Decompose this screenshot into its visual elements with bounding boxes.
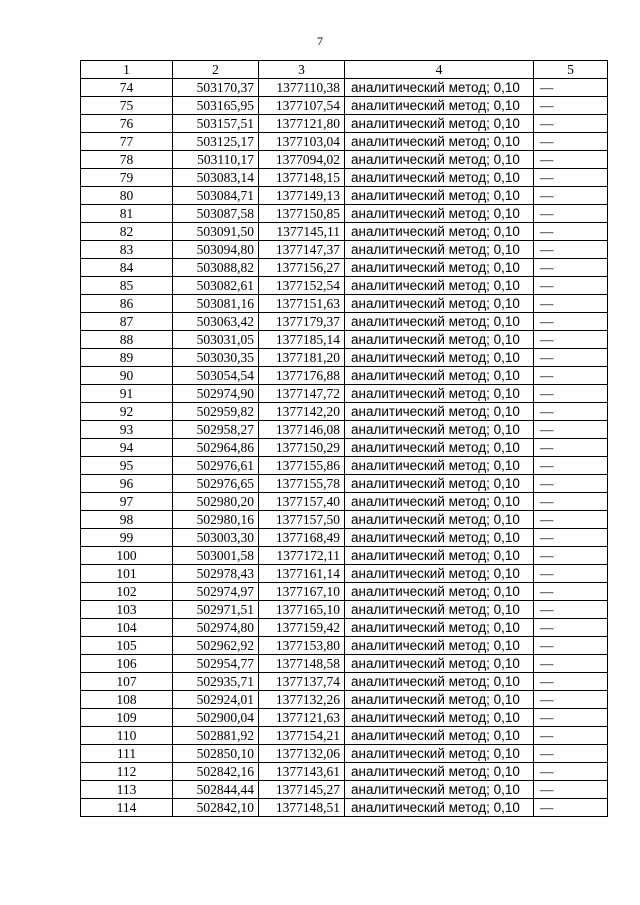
- x-coordinate-cell: 502974,80: [173, 619, 259, 637]
- point-number-cell: 95: [81, 457, 173, 475]
- method-accuracy-cell: аналитический метод; 0,10: [345, 151, 534, 169]
- y-coordinate-cell: 1377155,86: [259, 457, 345, 475]
- x-coordinate-cell: 503084,71: [173, 187, 259, 205]
- point-number-cell: 75: [81, 97, 173, 115]
- x-coordinate-cell: 502959,82: [173, 403, 259, 421]
- y-coordinate-cell: 1377179,37: [259, 313, 345, 331]
- y-coordinate-cell: 1377145,11: [259, 223, 345, 241]
- note-cell: —: [534, 637, 608, 655]
- y-coordinate-cell: 1377157,50: [259, 511, 345, 529]
- table-row: [81, 385, 608, 403]
- y-coordinate-cell: 1377176,88: [259, 367, 345, 385]
- point-number-cell: 84: [81, 259, 173, 277]
- note-cell: —: [534, 403, 608, 421]
- note-cell: —: [534, 169, 608, 187]
- note-cell: —: [534, 511, 608, 529]
- point-number-cell: 93: [81, 421, 173, 439]
- note-cell: —: [534, 727, 608, 745]
- method-accuracy-cell: аналитический метод; 0,10: [345, 295, 534, 313]
- point-number-cell: 113: [81, 781, 173, 799]
- x-coordinate-cell: 502844,44: [173, 781, 259, 799]
- table-row: [81, 421, 608, 439]
- point-number-cell: 102: [81, 583, 173, 601]
- point-number-cell: 88: [81, 331, 173, 349]
- method-accuracy-cell: аналитический метод; 0,10: [345, 691, 534, 709]
- method-accuracy-cell: аналитический метод; 0,10: [345, 457, 534, 475]
- note-cell: —: [534, 565, 608, 583]
- y-coordinate-cell: 1377121,80: [259, 115, 345, 133]
- note-cell: —: [534, 529, 608, 547]
- table-row: [81, 637, 608, 655]
- note-cell: —: [534, 799, 608, 817]
- method-accuracy-cell: аналитический метод; 0,10: [345, 547, 534, 565]
- method-accuracy-cell: аналитический метод; 0,10: [345, 403, 534, 421]
- table-row: [81, 745, 608, 763]
- y-coordinate-cell: 1377094,02: [259, 151, 345, 169]
- x-coordinate-cell: 503083,14: [173, 169, 259, 187]
- y-coordinate-cell: 1377148,15: [259, 169, 345, 187]
- x-coordinate-cell: 502980,16: [173, 511, 259, 529]
- y-coordinate-cell: 1377153,80: [259, 637, 345, 655]
- point-number-cell: 79: [81, 169, 173, 187]
- column-header: 5: [534, 61, 608, 79]
- x-coordinate-cell: 502924,01: [173, 691, 259, 709]
- note-cell: —: [534, 421, 608, 439]
- table-row: [81, 349, 608, 367]
- table-row: [81, 241, 608, 259]
- note-cell: —: [534, 619, 608, 637]
- y-coordinate-cell: 1377150,85: [259, 205, 345, 223]
- point-number-cell: 90: [81, 367, 173, 385]
- point-number-cell: 111: [81, 745, 173, 763]
- table-row: [81, 457, 608, 475]
- method-accuracy-cell: аналитический метод; 0,10: [345, 259, 534, 277]
- method-accuracy-cell: аналитический метод; 0,10: [345, 727, 534, 745]
- point-number-cell: 112: [81, 763, 173, 781]
- x-coordinate-cell: 502974,90: [173, 385, 259, 403]
- table-row: [81, 493, 608, 511]
- y-coordinate-cell: 1377148,58: [259, 655, 345, 673]
- y-coordinate-cell: 1377150,29: [259, 439, 345, 457]
- point-number-cell: 105: [81, 637, 173, 655]
- y-coordinate-cell: 1377137,74: [259, 673, 345, 691]
- note-cell: —: [534, 385, 608, 403]
- table-row: [81, 259, 608, 277]
- method-accuracy-cell: аналитический метод; 0,10: [345, 655, 534, 673]
- note-cell: —: [534, 439, 608, 457]
- note-cell: —: [534, 331, 608, 349]
- x-coordinate-cell: 502900,04: [173, 709, 259, 727]
- y-coordinate-cell: 1377103,04: [259, 133, 345, 151]
- note-cell: —: [534, 655, 608, 673]
- note-cell: —: [534, 583, 608, 601]
- x-coordinate-cell: 502842,16: [173, 763, 259, 781]
- x-coordinate-cell: 503030,35: [173, 349, 259, 367]
- table-row: [81, 367, 608, 385]
- table-row: [81, 655, 608, 673]
- y-coordinate-cell: 1377142,20: [259, 403, 345, 421]
- table-row: [81, 673, 608, 691]
- method-accuracy-cell: аналитический метод; 0,10: [345, 187, 534, 205]
- point-number-cell: 104: [81, 619, 173, 637]
- column-header: 4: [345, 61, 534, 79]
- y-coordinate-cell: 1377168,49: [259, 529, 345, 547]
- table-row: [81, 295, 608, 313]
- y-coordinate-cell: 1377110,38: [259, 79, 345, 97]
- x-coordinate-cell: 503157,51: [173, 115, 259, 133]
- note-cell: —: [534, 547, 608, 565]
- note-cell: —: [534, 475, 608, 493]
- table-row: [81, 439, 608, 457]
- note-cell: —: [534, 781, 608, 799]
- method-accuracy-cell: аналитический метод; 0,10: [345, 763, 534, 781]
- point-number-cell: 83: [81, 241, 173, 259]
- x-coordinate-cell: 503003,30: [173, 529, 259, 547]
- table-row: [81, 403, 608, 421]
- method-accuracy-cell: аналитический метод; 0,10: [345, 511, 534, 529]
- x-coordinate-cell: 502935,71: [173, 673, 259, 691]
- point-number-cell: 103: [81, 601, 173, 619]
- point-number-cell: 100: [81, 547, 173, 565]
- note-cell: —: [534, 259, 608, 277]
- y-coordinate-cell: 1377165,10: [259, 601, 345, 619]
- table-row: [81, 565, 608, 583]
- note-cell: —: [534, 367, 608, 385]
- x-coordinate-cell: 502842,10: [173, 799, 259, 817]
- method-accuracy-cell: аналитический метод; 0,10: [345, 493, 534, 511]
- x-coordinate-cell: 503081,16: [173, 295, 259, 313]
- y-coordinate-cell: 1377156,27: [259, 259, 345, 277]
- y-coordinate-cell: 1377185,14: [259, 331, 345, 349]
- y-coordinate-cell: 1377152,54: [259, 277, 345, 295]
- point-number-cell: 108: [81, 691, 173, 709]
- table-row: [81, 277, 608, 295]
- x-coordinate-cell: 503094,80: [173, 241, 259, 259]
- table-row: [81, 511, 608, 529]
- x-coordinate-cell: 502881,92: [173, 727, 259, 745]
- column-header: 2: [173, 61, 259, 79]
- method-accuracy-cell: аналитический метод; 0,10: [345, 205, 534, 223]
- x-coordinate-cell: 503031,05: [173, 331, 259, 349]
- x-coordinate-cell: 503170,37: [173, 79, 259, 97]
- point-number-cell: 85: [81, 277, 173, 295]
- table-row: [81, 133, 608, 151]
- note-cell: —: [534, 313, 608, 331]
- table-row: [81, 529, 608, 547]
- method-accuracy-cell: аналитический метод; 0,10: [345, 133, 534, 151]
- method-accuracy-cell: аналитический метод; 0,10: [345, 385, 534, 403]
- point-number-cell: 101: [81, 565, 173, 583]
- x-coordinate-cell: 502971,51: [173, 601, 259, 619]
- y-coordinate-cell: 1377157,40: [259, 493, 345, 511]
- table-row: [81, 313, 608, 331]
- point-number-cell: 99: [81, 529, 173, 547]
- point-number-cell: 107: [81, 673, 173, 691]
- table-row: [81, 79, 608, 97]
- y-coordinate-cell: 1377107,54: [259, 97, 345, 115]
- point-number-cell: 86: [81, 295, 173, 313]
- method-accuracy-cell: аналитический метод; 0,10: [345, 313, 534, 331]
- table-row: [81, 619, 608, 637]
- method-accuracy-cell: аналитический метод; 0,10: [345, 439, 534, 457]
- page-number: 7: [317, 34, 323, 48]
- method-accuracy-cell: аналитический метод; 0,10: [345, 781, 534, 799]
- x-coordinate-cell: 503063,42: [173, 313, 259, 331]
- method-accuracy-cell: аналитический метод; 0,10: [345, 565, 534, 583]
- table-row: [81, 709, 608, 727]
- point-number-cell: 77: [81, 133, 173, 151]
- y-coordinate-cell: 1377148,51: [259, 799, 345, 817]
- method-accuracy-cell: аналитический метод; 0,10: [345, 637, 534, 655]
- method-accuracy-cell: аналитический метод; 0,10: [345, 349, 534, 367]
- y-coordinate-cell: 1377132,06: [259, 745, 345, 763]
- table-row: [81, 223, 608, 241]
- point-number-cell: 109: [81, 709, 173, 727]
- method-accuracy-cell: аналитический метод; 0,10: [345, 169, 534, 187]
- point-number-cell: 74: [81, 79, 173, 97]
- note-cell: —: [534, 457, 608, 475]
- point-number-cell: 97: [81, 493, 173, 511]
- x-coordinate-cell: 502978,43: [173, 565, 259, 583]
- x-coordinate-cell: 502850,10: [173, 745, 259, 763]
- method-accuracy-cell: аналитический метод; 0,10: [345, 241, 534, 259]
- note-cell: —: [534, 205, 608, 223]
- point-number-cell: 110: [81, 727, 173, 745]
- x-coordinate-cell: 502976,61: [173, 457, 259, 475]
- method-accuracy-cell: аналитический метод; 0,10: [345, 799, 534, 817]
- point-number-cell: 80: [81, 187, 173, 205]
- method-accuracy-cell: аналитический метод; 0,10: [345, 601, 534, 619]
- table-row: [81, 151, 608, 169]
- y-coordinate-cell: 1377149,13: [259, 187, 345, 205]
- method-accuracy-cell: аналитический метод; 0,10: [345, 367, 534, 385]
- method-accuracy-cell: аналитический метод; 0,10: [345, 709, 534, 727]
- note-cell: —: [534, 763, 608, 781]
- table-row: [81, 97, 608, 115]
- y-coordinate-cell: 1377161,14: [259, 565, 345, 583]
- table-row: [81, 187, 608, 205]
- note-cell: —: [534, 277, 608, 295]
- table-row: [81, 547, 608, 565]
- method-accuracy-cell: аналитический метод; 0,10: [345, 583, 534, 601]
- point-number-cell: 106: [81, 655, 173, 673]
- method-accuracy-cell: аналитический метод; 0,10: [345, 97, 534, 115]
- y-coordinate-cell: 1377159,42: [259, 619, 345, 637]
- x-coordinate-cell: 503001,58: [173, 547, 259, 565]
- table-row: [81, 601, 608, 619]
- y-coordinate-cell: 1377143,61: [259, 763, 345, 781]
- y-coordinate-cell: 1377147,37: [259, 241, 345, 259]
- table-row: [81, 583, 608, 601]
- x-coordinate-cell: 503091,50: [173, 223, 259, 241]
- table-row: [81, 691, 608, 709]
- y-coordinate-cell: 1377181,20: [259, 349, 345, 367]
- point-number-cell: 96: [81, 475, 173, 493]
- note-cell: —: [534, 295, 608, 313]
- point-number-cell: 81: [81, 205, 173, 223]
- x-coordinate-cell: 503165,95: [173, 97, 259, 115]
- note-cell: —: [534, 673, 608, 691]
- column-header: 3: [259, 61, 345, 79]
- x-coordinate-cell: 503054,54: [173, 367, 259, 385]
- point-number-cell: 89: [81, 349, 173, 367]
- point-number-cell: 76: [81, 115, 173, 133]
- x-coordinate-cell: 502964,86: [173, 439, 259, 457]
- method-accuracy-cell: аналитический метод; 0,10: [345, 331, 534, 349]
- y-coordinate-cell: 1377145,27: [259, 781, 345, 799]
- table-row: [81, 205, 608, 223]
- method-accuracy-cell: аналитический метод; 0,10: [345, 277, 534, 295]
- coordinates-table: [80, 60, 608, 817]
- note-cell: —: [534, 187, 608, 205]
- table-row: [81, 799, 608, 817]
- method-accuracy-cell: аналитический метод; 0,10: [345, 475, 534, 493]
- note-cell: —: [534, 79, 608, 97]
- note-cell: —: [534, 241, 608, 259]
- x-coordinate-cell: 503125,17: [173, 133, 259, 151]
- x-coordinate-cell: 502976,65: [173, 475, 259, 493]
- method-accuracy-cell: аналитический метод; 0,10: [345, 223, 534, 241]
- note-cell: —: [534, 709, 608, 727]
- table-row: [81, 169, 608, 187]
- y-coordinate-cell: 1377172,11: [259, 547, 345, 565]
- note-cell: —: [534, 115, 608, 133]
- method-accuracy-cell: аналитический метод; 0,10: [345, 115, 534, 133]
- x-coordinate-cell: 503082,61: [173, 277, 259, 295]
- x-coordinate-cell: 503088,82: [173, 259, 259, 277]
- note-cell: —: [534, 151, 608, 169]
- note-cell: —: [534, 745, 608, 763]
- y-coordinate-cell: 1377155,78: [259, 475, 345, 493]
- method-accuracy-cell: аналитический метод; 0,10: [345, 745, 534, 763]
- y-coordinate-cell: 1377146,08: [259, 421, 345, 439]
- y-coordinate-cell: 1377132,26: [259, 691, 345, 709]
- point-number-cell: 114: [81, 799, 173, 817]
- note-cell: —: [534, 493, 608, 511]
- y-coordinate-cell: 1377154,21: [259, 727, 345, 745]
- method-accuracy-cell: аналитический метод; 0,10: [345, 421, 534, 439]
- note-cell: —: [534, 133, 608, 151]
- note-cell: —: [534, 349, 608, 367]
- table-row: [81, 475, 608, 493]
- point-number-cell: 94: [81, 439, 173, 457]
- y-coordinate-cell: 1377151,63: [259, 295, 345, 313]
- point-number-cell: 91: [81, 385, 173, 403]
- y-coordinate-cell: 1377167,10: [259, 583, 345, 601]
- note-cell: —: [534, 601, 608, 619]
- x-coordinate-cell: 503087,58: [173, 205, 259, 223]
- x-coordinate-cell: 502962,92: [173, 637, 259, 655]
- method-accuracy-cell: аналитический метод; 0,10: [345, 619, 534, 637]
- x-coordinate-cell: 502974,97: [173, 583, 259, 601]
- point-number-cell: 98: [81, 511, 173, 529]
- method-accuracy-cell: аналитический метод; 0,10: [345, 673, 534, 691]
- x-coordinate-cell: 502980,20: [173, 493, 259, 511]
- x-coordinate-cell: 503110,17: [173, 151, 259, 169]
- point-number-cell: 82: [81, 223, 173, 241]
- x-coordinate-cell: 502958,27: [173, 421, 259, 439]
- y-coordinate-cell: 1377147,72: [259, 385, 345, 403]
- x-coordinate-cell: 502954,77: [173, 655, 259, 673]
- note-cell: —: [534, 691, 608, 709]
- method-accuracy-cell: аналитический метод; 0,10: [345, 529, 534, 547]
- y-coordinate-cell: 1377121,63: [259, 709, 345, 727]
- table-row: [81, 115, 608, 133]
- table-row: [81, 781, 608, 799]
- note-cell: —: [534, 223, 608, 241]
- table-row: [81, 763, 608, 781]
- method-accuracy-cell: аналитический метод; 0,10: [345, 79, 534, 97]
- column-header: 1: [81, 61, 173, 79]
- note-cell: —: [534, 97, 608, 115]
- table-row: [81, 331, 608, 349]
- point-number-cell: 92: [81, 403, 173, 421]
- table-row: [81, 727, 608, 745]
- table-body: [81, 79, 608, 817]
- table-header-row: [81, 61, 608, 79]
- point-number-cell: 78: [81, 151, 173, 169]
- point-number-cell: 87: [81, 313, 173, 331]
